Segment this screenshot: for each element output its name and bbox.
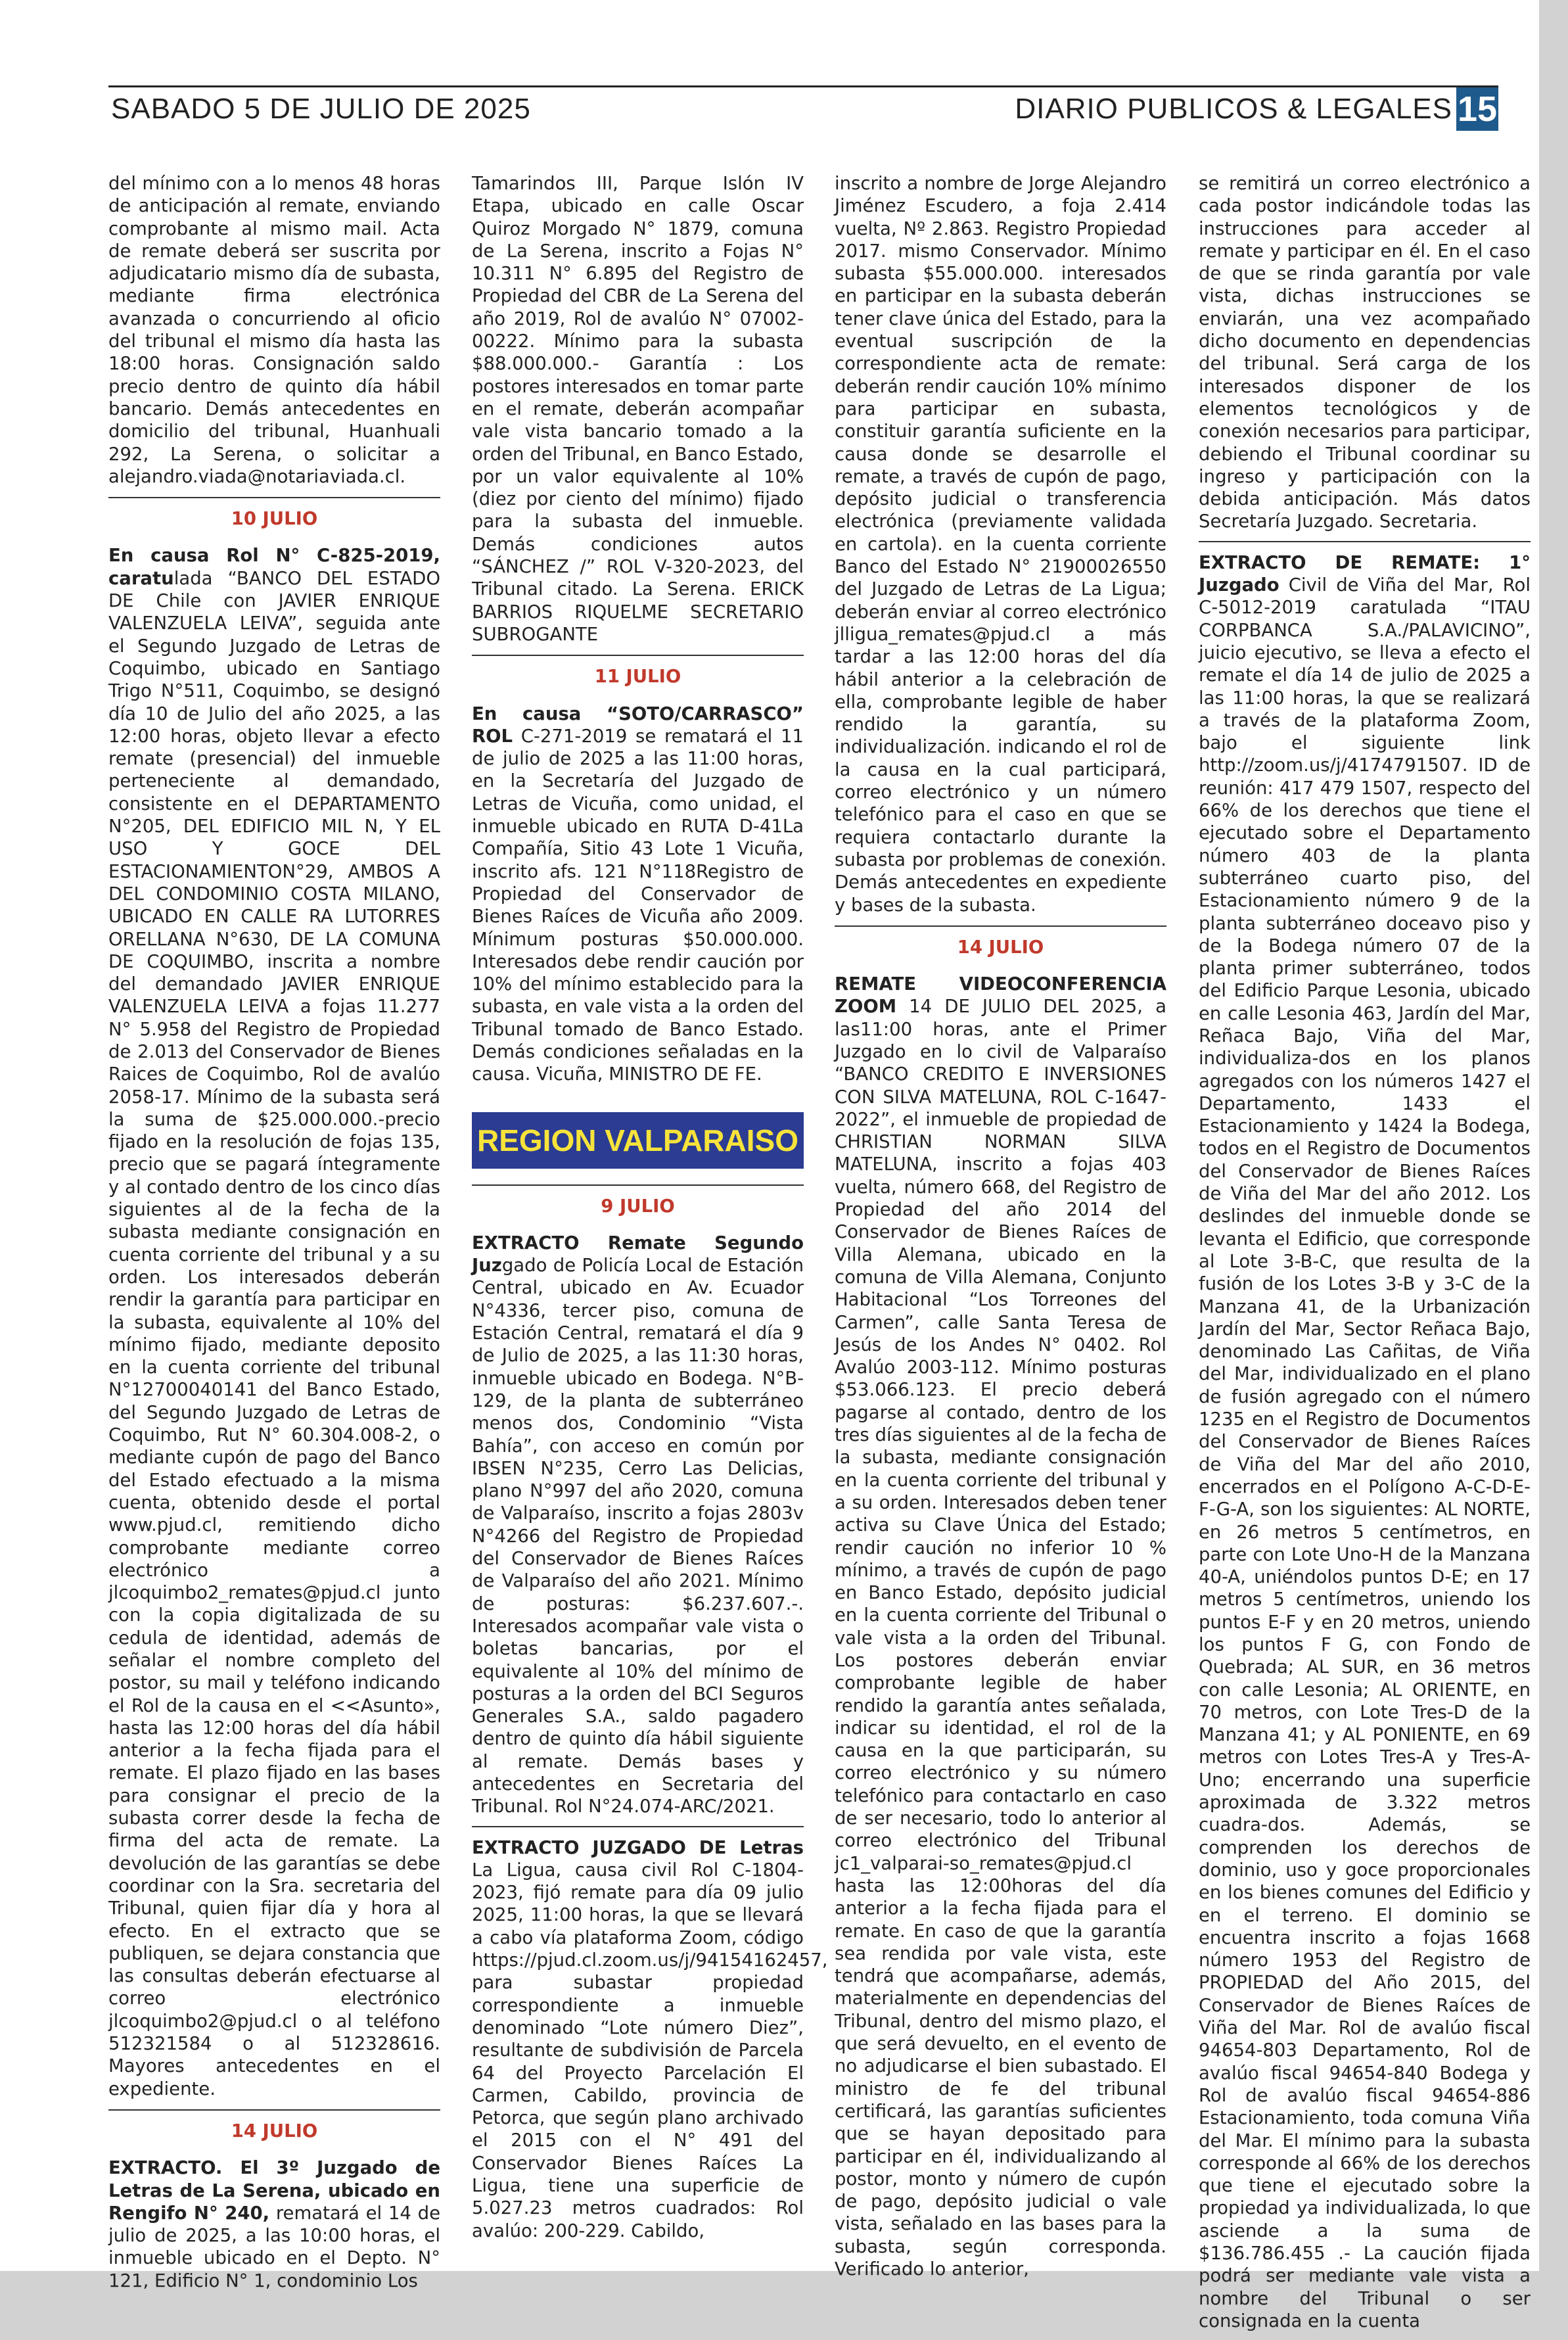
notice: [472, 1232, 804, 1818]
notice-lead: EXTRACTO Remate Segundo Juz: [472, 1232, 804, 1276]
notice-lead: En causa Rol N° C-825-2019, caratu: [108, 545, 440, 589]
date-heading: 9 JULIO: [472, 1184, 804, 1217]
notice: [108, 544, 440, 2099]
notice-text: rematará el 14 de julio de 2025, a las 10:00 horas, el inmueble ubicado en el Depto. N° 121, Edificio N° 1, condominio Los: [108, 2202, 440, 2291]
notice-lead: EXTRACTO. El 3º Juzgado de Letras de La Serena, ubicado en Rengifo N° 240,: [108, 2157, 440, 2224]
column-4: [1199, 172, 1531, 2340]
page-number: 15: [1456, 87, 1498, 131]
region-banner: REGION VALPARAISO: [472, 1112, 804, 1169]
notice: [108, 2157, 440, 2292]
page-header: [108, 85, 1498, 128]
notice-text: gado de Policía Local de Estación Central, ubicado en Av. Ecuador N°4336, tercer piso, comuna de Estación Central, rematará el día 9 de Julio de 2025, a las 11:30 horas, inmueble ubicado en Bodega. N°B-129, de la planta de subterráneo menos dos, Condominio “Vista Bahía”, con acceso en común por IBSEN N°235, Cerro Las Delicias, plano N°997 del año 2020, comuna de Valparaíso, inscrito a fojas 2803v N°4266 del Registro de Propiedad del Conservador de Bienes Raíces de Valparaíso del año 2021. Mínimo de posturas: $6.237.607.-. Interesados acompañar vale vista o boletas bancarias, por el equivalente al 10% del mínimo de posturas a la orden del BCI Seguros Generales S.A., saldo pagadero dentro de quinto día hábil siguiente al remate. Demás bases y antecedentes en Secretaria del Tribunal. Rol N°24.074-ARC/2021.: [472, 1255, 804, 1817]
notice-text: se remitirá un correo electrónico a cada postor indicándole todas las instrucciones para acceder al remate y participar en él. En el caso de que se rinda garantía por vale vista, dichas instrucciones se enviarán, una vez acompañado dicho documento en dependencias del tribunal. Será carga de los interesados disponer de los elementos tecnológicos y de conexión necesarios para participar, debiendo el Tribunal coordinar su ingreso y participación con la debida anticipación. Más datos Secretaría Juzgado. Secretaria.: [1199, 173, 1531, 532]
notice-text: La Ligua, causa civil Rol C-1804-2023, fijó remate para día 09 julio 2025, 11:00 horas, la que se llevará a cabo vía plataforma Zoom, código https://pjud.cl.zoom.us/j/94154162457, para subastar propiedad correspondiente a inmueble denominado “Lote número Diez”, resultante de subdivisión de Parcela 64 del Proyecto Parcelación El Carmen, Cabildo, provincia de Petorca, que según plano archivado el 2015 con el N° 491 del Conservador Bienes Raíces La Ligua, tiene una superficie de 5.027.23 metros cuadrados: Rol avalúo: 200-229. Cabildo,: [472, 1859, 828, 2241]
date-heading: 14 JULIO: [835, 925, 1166, 958]
notice-text: lada “BANCO DEL ESTADO DE Chile con JAVIER ENRIQUE VALENZUELA LEIVA”, seguida ante el Segundo Juzgado de Letras de Coquimbo, ubicado en Santiago Trigo N°511, Coquimbo, se designó día 10 de Julio del año 2025, a las 12:00 horas, objeto llevar a efecto remate (presencial) del inmueble perteneciente al demandado, consistente en el DEPARTAMENTO N°205, DEL EDIFICIO MIL N, Y EL USO Y GOCE DEL ESTACIONAMIENTON°29, AMBOS A DEL CONDOMINIO COSTA MILANO, UBICADO EN CALLE RA LUTORRES ORELLANA N°630, DE LA COMUNA DE COQUIMBO, inscrita a nombre del demandado JAVIER ENRIQUE VALENZUELA LEIVA a fojas 11.277 N° 5.958 del Registro de Propiedad de 2.013 del Conservador de Bienes Raices de Coquimbo, Rol de avalúo 2058-17. Mínimo de la subasta será la suma de $25.000.000.-precio fijado en la resolución de fojas 135, precio que se pagará íntegramente y al contado dentro de los cinco días siguientes al de la fecha de la subasta mediante consignación en cuenta corriente del tribunal y a su orden. Los interesados deberán rendir la garantía para participar en la subasta, equivalente al 10% del mínimo fijado, mediante deposito en la cuenta corriente del tribunal N°12700040141 del Banco Estado, del Segundo Juzgado de Letras de Coquimbo, Rut N° 60.304.008-2, o mediante cupón de pago del Banco del Estado efectuado a la misma cuenta, obtenido desde el portal www.pjud.cl, remitiendo dicho comprobante mediante correo electrónico a jlcoquimbo2_remates@pjud.cl junto con la copia digitalizada de su cedula de identidad, además de señalar el nombre completo del postor, su mail y teléfono indicando el Rol de la causa en el <<Asunto», hasta las 12:00 horas del día hábil anterior a la fecha fijada para el remate. El plazo fijado en las bases para consignar el precio de la subasta correr desde la fecha de firma del acta de remate. La devolución de las garantías se debe coordinar con la Sra. secretaria del Tribunal, quien fijar día y hora al efecto. En el extracto que se publiquen, se dejara constancia que las consultas deberán efectuarse al correo electrónico jlcoquimbo2@pjud.cl o al teléfono 512321584 o al 512328616. Mayores antecedentes en el expediente.: [108, 567, 440, 2099]
column-1: [108, 172, 440, 2300]
notice-text: inscrito a nombre de Jorge Alejandro Jiménez Escudero, a foja 2.414 vuelta, Nº 2.863. Registro Propiedad 2017. mismo Conservador. Mínimo subasta $55.000.000. interesados en participar en la subasta deberán tener clave única del Estado, para la eventual suscripción de la correspondiente acta de remate: deberán rendir caución 10% mínimo para participar en subasta, constituir garantía suficiente en la causa donde se desarrolle el remate, a través de cupón de pago, depósito judicial o transferencia electrónica (previamente validada en cartola). en la cuenta corriente Banco del Estado N° 21900026550 del Juzgado de Letras de La Ligua; deberán enviar al correo electrónico jlligua_remates@pjud.cl a más tardar a las 12:00 horas del día hábil anterior a la celebración de ella, comprobante legible de haber rendido la garantía, su individualización. indicando el rol de la causa en la cual participará, correo electrónico y un número telefónico para el caso en que se requiera contactarlo durante la subasta por problemas de conexión. Demás antecedentes en expediente y bases de la subasta.: [835, 173, 1166, 916]
date-heading: 11 JULIO: [472, 655, 804, 688]
notice: [472, 1826, 828, 2242]
notice-lead: EXTRACTO DE REMATE: 1° Juzgado: [1199, 551, 1531, 596]
notice-text: 14 DE JULIO DEL 2025, a las11:00 horas, ante el Primer Juzgado en lo civil de Valparaíso “BANCO CREDITO E INVERSIONES CON SILVA MATELUNA, ROL C-1647-2022”, el inmueble de propiedad de CHRISTIAN NORMAN SILVA MATELUNA, inscrito a fojas 403 vuelta, número 668, del Registro de Propiedad del año 2014 del Conservador de Bienes Raíces de Villa Alemana, ubicado en la comuna de Villa Alemana, Conjunto Habitacional “Los Torreones del Carmen”, calle Santa Teresa de Jesús de los Andes N° 0402. Rol Avalúo 2003-112. Mínimo posturas $53.066.123. El precio deberá pagarse al contado, dentro de los tres días siguientes al de la fecha de la subasta, mediante consignación en la cuenta corriente del tribunal y a su orden. Interesados deben tener activa su Clave Única del Estado; rendir caución no inferior 10 % mínimo, a través de cupón de pago en Banco Estado, depósito judicial en la cuenta corriente del Tribunal o vale vista a la orden del Tribunal. Los postores deberán enviar comprobante legible de haber rendido la garantía antes señalada, indicar su identidad, el rol de la causa en la que participarán, su correo electrónico y su número telefónico para contactarlo en caso de ser necesario, todo lo anterior al correo electrónico del Tribunal jc1_valparai-so_remates@pjud.cl hasta las 12:00horas del día anterior a la fecha fijada para el remate. En caso de que la garantía sea rendida por vale vista, este tendrá que acompañarse, además, materialmente en dependencias del Tribunal, dentro del mismo plazo, el que será devuelto, en el evento de no adjudicarse el bien subastado. El ministro de fe del tribunal certificará, las garantías suficientes que se hayan depositado para participar en él, individualizando al postor, monto y número de cupón de pago, depósito judicial o vale vista, señalado en las bases para la subasta, según corresponda. Verificado lo anterior,: [835, 996, 1166, 2280]
notice-text: Tamarindos III, Parque Islón IV Etapa, ubicado en calle Oscar Quiroz Morgado N° 1879, comuna de La Serena, inscrito a Fojas N° 10.311 N° 6.895 del Registro de Propiedad del CBR de La Serena del año 2019, Rol de avalúo N° 07002-00222. Mínimo para la subasta $88.000.000.- Garantía : Los postores interesados en tomar parte en el remate, deberán acompañar vale vista bancario tomado a la orden del Tribunal, en Banco Estado, por un valor equivalente al 10% (diez por ciento del mínimo) fijado para la subasta del inmueble. Demás condiciones autos “SÁNCHEZ /” ROL V-320-2023, del Tribunal citado. La Serena. ERICK BARRIOS RIQUELME SECRETARIO SUBROGANTE: [472, 173, 804, 645]
date-heading: 10 JULIO: [108, 497, 440, 530]
column-2: [472, 172, 828, 2250]
notice: [1199, 541, 1531, 2332]
notice-text: Civil de Viña del Mar, Rol C-5012-2019 caratulada “ITAU CORPBANCA S.A./PALAVICINO”, juicio ejecutivo, se lleva a efecto el remate el día 14 de julio de 2025 a las 11:00 horas, la que se realizará a través de la plataforma Zoom, bajo el siguiente link http://zoom.us/j/4174791507. ID de reunión: 417 479 1507, respecto del 66% de los derechos que tiene el ejecutado sobre el Departamento número 403 de la planta subterráneo cuarto piso, del Estacionamiento número 9 de la planta subterráneo doceavo piso y de la Bodega número 07 de la planta primer subterráneo, todos del Edificio Parque Lesonia, ubicado en calle Lesonia 463, Jardín del Mar, Reñaca Bajo, Viña del Mar, individualiza-dos en los planos agregados con los números 1427 el Departamento, 1433 el Estacionamiento y 1424 la Bodega, todos en el Registro de Documentos del Conservador de Bienes Raíces de Viña del Mar del año 2012. Los deslindes del inmueble donde se levanta el Edificio, que corresponde al Lote 3-B-C, que resulta de la fusión de los Lotes 3-B y 3-C de la Manzana 41, de la Urbanización Jardín del Mar, Sector Reñaca Bajo, denominado Las Cañitas, de Viña del Mar, individualizado en el plano de fusión agregado con el número 1235 en el Registro de Documentos del Conservador de Bienes Raíces de Viña del Mar del año 2010, encerrados en el Polígono A-C-D-E-F-G-A, son los siguientes: AL NORTE, en 26 metros 5 centímetros, en parte con Lote Uno-H de la Manzana 40-A, uniéndolos puntos D-E; en 17 metros 5 centímetros, uniendo los puntos E-F y en 20 metros, uniendo los puntos F G, con Fondo de Quebrada; AL SUR, en 36 metros con calle Lesonia; AL ORIENTE, en 70 metros, con Lote Tres-D de la Manzana 41; y AL PONIENTE, en 69 metros con Lotes Tres-A y Tres-A-Uno; encerrando una superficie aproximada de 3.322 metros cuadra-dos. Además, se comprenden los derechos de dominio, uso y goce proporcionales en los bienes comunes del Edificio y en el terreno. El dominio se encuentra inscrito a fojas 1668 número 1953 del Registro de PROPIEDAD del Año 2015, del Conservador de Bienes Raíces de Viña del Mar. Rol de avalúo fiscal 94654-803 Departamento, Rol de avalúo fiscal 94654-840 Bodega y Rol de avalúo fiscal 94654-886 Estacionamiento, toda comuna Viña del Mar. El mínimo para la subasta corresponde al 66% de los derechos que tiene el ejecutado sobre la propiedad ya individualizada, lo que asciende a la suma de $136.786.455 .- La caución fijada podrá ser mediante vale vista a nombre del Tribunal o ser consignada en la cuenta: [1199, 574, 1531, 2331]
notice: [472, 703, 804, 1086]
notice: [835, 973, 1166, 2280]
notice-lead: En causa “SOTO/CARRASCO” ROL: [472, 703, 804, 747]
publication-name: DIARIO PUBLICOS & LEGALES: [1015, 93, 1452, 125]
notice-lead: EXTRACTO JUZGADO DE Letras: [472, 1837, 804, 1858]
notice-text: del mínimo con a lo menos 48 horas de anticipación al remate, enviando comprobante al mismo mail. Acta de remate deberá ser suscrita por adjudicatario mismo día de subasta, mediante firma electrónica avanzada o concurriendo al oficio del tribunal el mismo día hasta las 18:00 horas. Consignación saldo precio dentro de quinto día hábil bancario. Demás antecedentes en domicilio del tribunal, Huanhuali 292, La Serena, o solicitar a alejandro.viada@notariaviada.cl.: [108, 173, 440, 487]
header-date: SABADO 5 DE JULIO DE 2025: [111, 93, 531, 125]
notice-lead: REMATE VIDEOCONFERENCIA ZOOM: [835, 973, 1166, 1018]
date-heading: 14 JULIO: [108, 2109, 440, 2142]
notice-text: C-271-2019 se rematará el 11 de julio de 2025 a las 11:00 horas, en la Secretaría del Juzgado de Letras de Vicuña, como unidad, el inmueble ubicado en RUTA D-41La Compañía, Sitio 43 Lote 1 Vicuña, inscrito afs. 121 N°118Registro de Propiedad del Conservador de Bienes Raíces de Vicuña año 2009. Mínimum posturas $50.000.000. Interesados debe rendir caución por 10% del mínimo establecido para la subasta, en vale vista a la orden del Tribunal tomado de Banco Estado. Demás condiciones señaladas en la causa. Vicuña, MINISTRO DE FE.: [472, 725, 804, 1085]
column-3: [835, 172, 1166, 2288]
